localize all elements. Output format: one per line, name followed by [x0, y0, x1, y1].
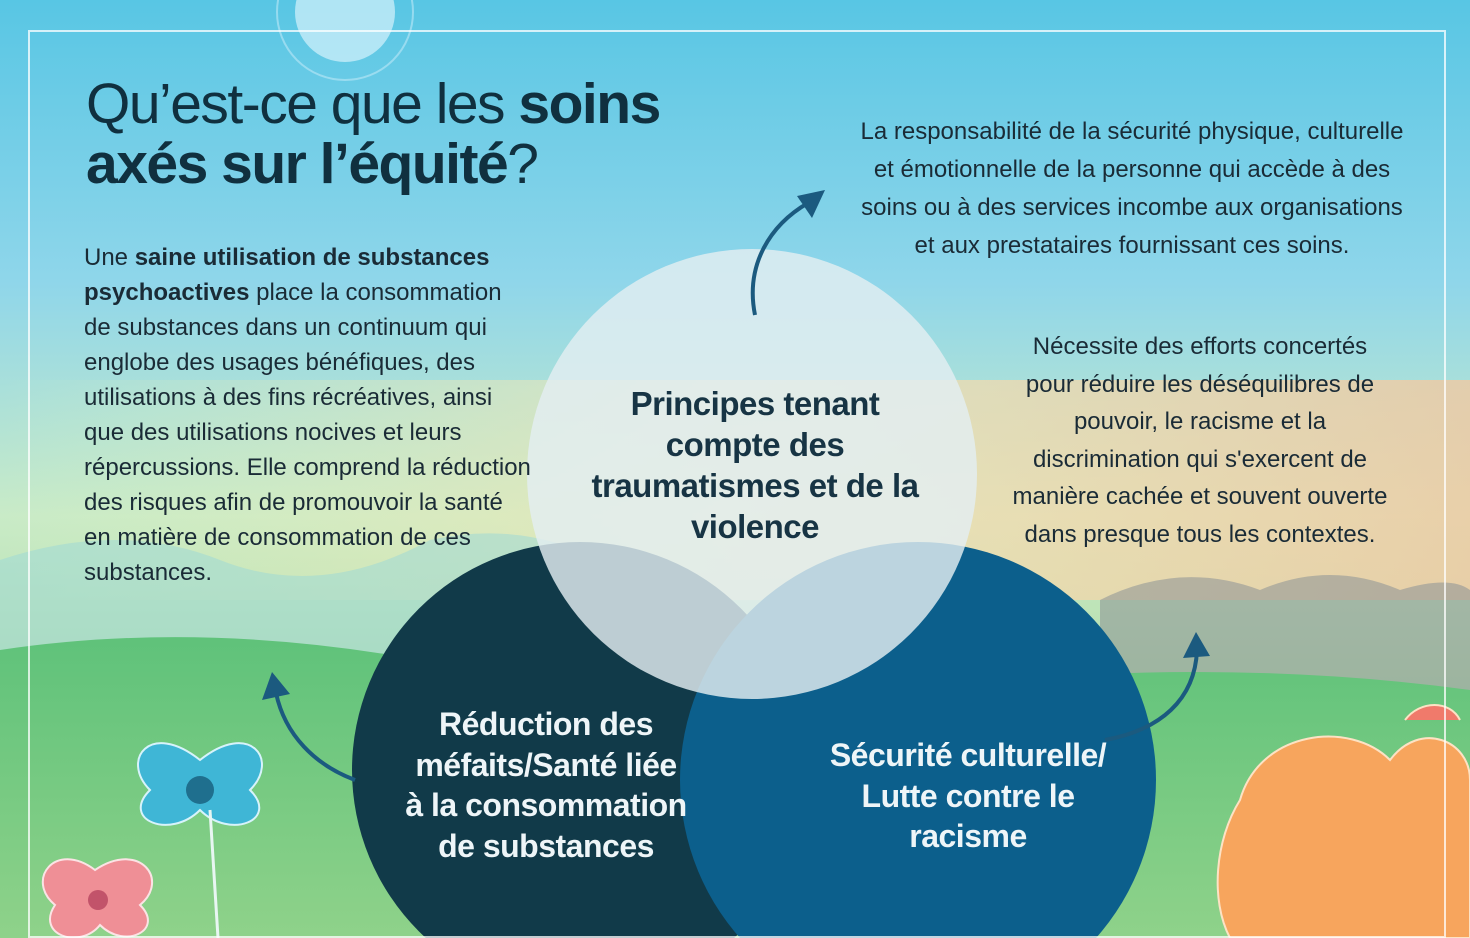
circle-label-cultural-safety: Sécurité culturelle/ Lutte contre le racisme	[829, 737, 1107, 854]
title-part-1: Qu’est-ce que les	[86, 72, 519, 136]
title-bold-1: soins	[518, 72, 660, 136]
healthy-use-description	[84, 240, 534, 590]
trauma-description: La responsabilité de la sécurité physique, culturelle et émotionnelle de la personne qui accède à des soins ou à des services incombe aux organisations et aux prestataires fournissant ces soins.	[860, 118, 1404, 259]
left-text-2: place la consommation de substances dans un continuum qui englobe des usages bénéfiques, des utilisations à des fins récréatives, ainsi que des utilisations nocives et leurs répercussions. Elle comprend la réduction des risques afin de promouvoir la santé en matière de consommation de ces substances.	[84, 279, 531, 586]
anti-racism-description: Nécessite des efforts concertés pour réduire les déséquilibres de pouvoir, le racisme et la discrimination qui s'exercent de manière cachée et souvent ouverte dans presque tous les contextes.	[1012, 333, 1388, 548]
title-end: ?	[507, 132, 538, 197]
left-text-1: Une	[84, 244, 135, 271]
page-title	[86, 74, 846, 195]
circle-label-trauma: Principes tenant compte des traumatismes et de la violence	[591, 385, 919, 545]
circle-label-harm-reduction: Réduction des méfaits/Santé liée à la consommation de substances	[405, 706, 687, 864]
title-bold-2: axés sur l’équité	[86, 132, 508, 197]
flower-icon	[43, 859, 152, 937]
left-text-bold: saine utilisation de substances psychoactives	[84, 244, 490, 306]
